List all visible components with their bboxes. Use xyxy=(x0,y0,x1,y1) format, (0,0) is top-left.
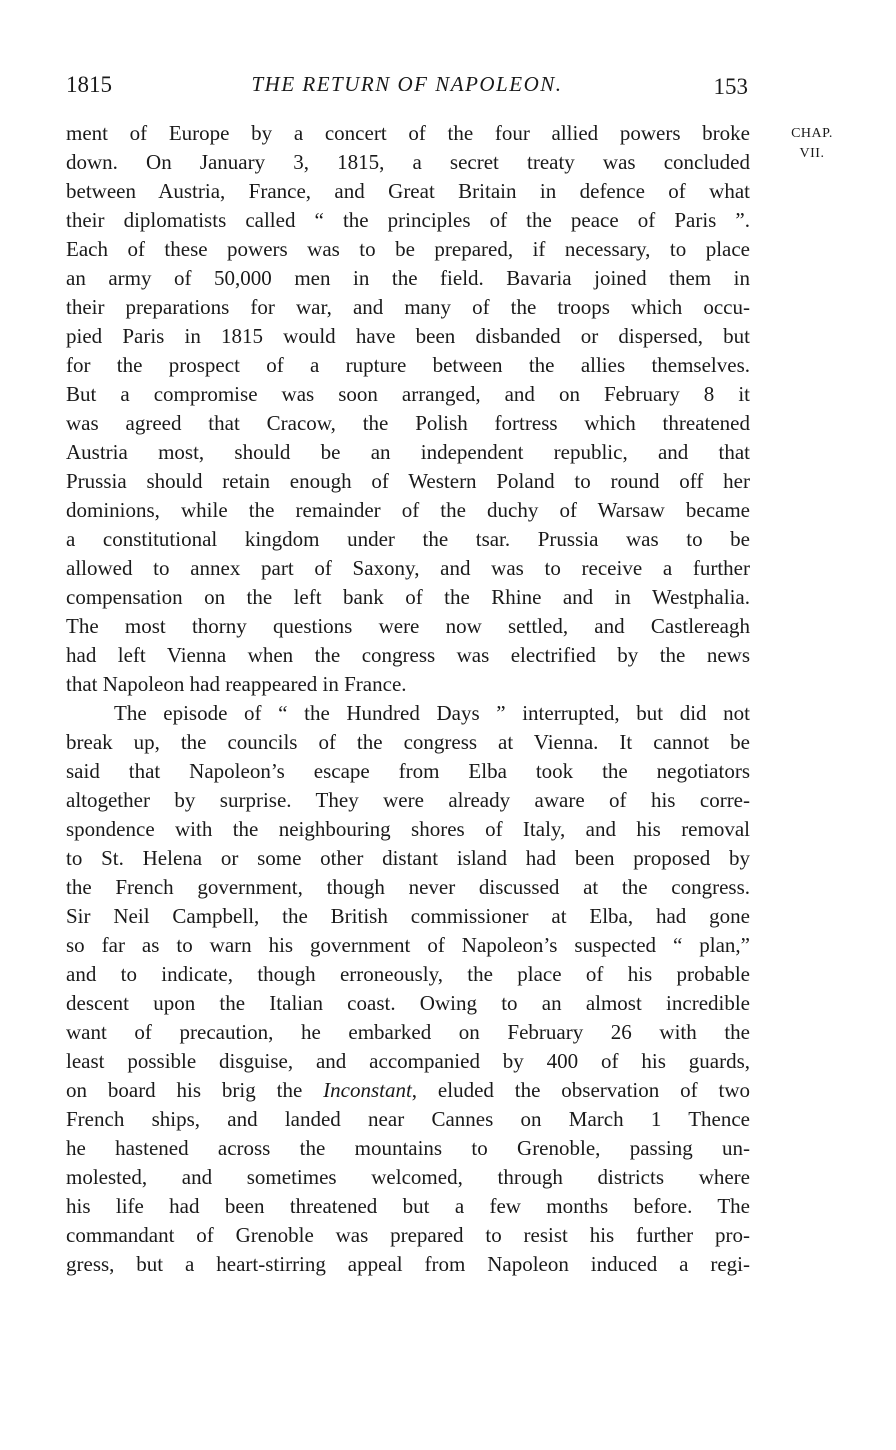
text-line: allowed to annex part of Saxony, and was to receive a further xyxy=(66,556,750,580)
text-line: Each of these powers was to be prepared, if necessary, to place xyxy=(66,237,750,261)
text-line: want of precaution, he embarked on February 26 with the xyxy=(66,1020,750,1044)
text-line: dominions, while the remainder of the duchy of Warsaw became xyxy=(66,498,750,522)
text-line: molested, and sometimes welcomed, through districts where xyxy=(66,1165,750,1189)
text-line: The most thorny questions were now settled, and Castlereagh xyxy=(66,614,750,638)
chapter-margin-note xyxy=(774,124,850,164)
text-line: pied Paris in 1815 would have been disbanded or dispersed, but xyxy=(66,324,750,348)
text-line: down. On January 3, 1815, a secret treaty was concluded xyxy=(66,150,750,174)
text-line: for the prospect of a rupture between the allies themselves. xyxy=(66,353,750,377)
line-part-before: on board his brig the xyxy=(66,1078,324,1102)
text-line: compensation on the left bank of the Rhine and in Westphalia. xyxy=(66,585,750,609)
ship-name: Inconstant xyxy=(323,1078,412,1102)
running-head xyxy=(66,72,748,104)
text-line: their diplomatists called “ the principles of the peace of Paris ”. xyxy=(66,208,750,232)
text-line: so far as to warn his government of Napoleon’s suspected “ plan,” xyxy=(66,933,750,957)
text-line: the French government, though never discussed at the congress. xyxy=(66,875,750,899)
text-line: between Austria, France, and Great Britain in defence of what xyxy=(66,179,750,203)
text-line-with-ship-name xyxy=(66,1076,750,1105)
text-line: Sir Neil Campbell, the British commissioner at Elba, had gone xyxy=(66,904,750,928)
text-line: he hastened across the mountains to Grenoble, passing un- xyxy=(66,1136,750,1160)
paragraph-1 xyxy=(66,119,750,699)
text-line: spondence with the neighbouring shores of Italy, and his removal xyxy=(66,817,750,841)
text-line: that Napoleon had reappeared in France. xyxy=(66,672,407,696)
text-line: But a compromise was soon arranged, and on February 8 it xyxy=(66,382,750,406)
text-line: ment of Europe by a concert of the four allied powers broke xyxy=(66,121,750,145)
text-line: altogether by surprise. They were already aware of his corre- xyxy=(66,788,750,812)
text-line: commandant of Grenoble was prepared to resist his further pro- xyxy=(66,1223,750,1247)
header-title: THE RETURN OF NAPOLEON. xyxy=(251,72,563,96)
text-line: Austria most, should be an independent republic, and that xyxy=(66,440,750,464)
text-line: an army of 50,000 men in the field. Bavaria joined them in xyxy=(66,266,750,290)
page-number: 153 xyxy=(713,74,748,99)
text-line: break up, the councils of the congress at Vienna. It cannot be xyxy=(66,730,750,754)
text-line: and to indicate, though erroneously, the place of his probable xyxy=(66,962,750,986)
text-line: Prussia should retain enough of Western Poland to round off her xyxy=(66,469,750,493)
text-line: gress, but a heart-stirring appeal from Napoleon induced a regi- xyxy=(66,1252,750,1276)
text-line: had left Vienna when the congress was electrified by the news xyxy=(66,643,750,667)
text-line: said that Napoleon’s escape from Elba took the negotiators xyxy=(66,759,750,783)
paragraph-2 xyxy=(66,699,750,1279)
text-line: to St. Helena or some other distant island had been proposed by xyxy=(66,846,750,870)
text-line: was agreed that Cracow, the Polish fortress which threatened xyxy=(66,411,750,435)
text-line: his life had been threatened but a few months before. The xyxy=(66,1194,750,1218)
line-part-after: , eluded the observation of two xyxy=(411,1078,750,1102)
body-text xyxy=(66,119,750,1279)
text-line: descent upon the Italian coast. Owing to an almost incredible xyxy=(66,991,750,1015)
text-line: least possible disguise, and accompanied by 400 of his guards, xyxy=(66,1049,750,1073)
text-line: a constitutional kingdom under the tsar. Prussia was to be xyxy=(66,527,750,551)
chapter-number: VII. xyxy=(799,146,825,161)
text-line: their preparations for war, and many of the troops which occu- xyxy=(66,295,750,319)
text-line: The episode of “ the Hundred Days ” interrupted, but did not xyxy=(114,701,750,725)
text-line: French ships, and landed near Cannes on March 1 Thence xyxy=(66,1107,750,1131)
header-year: 1815 xyxy=(66,72,112,97)
chapter-label: CHAP. xyxy=(791,126,833,141)
